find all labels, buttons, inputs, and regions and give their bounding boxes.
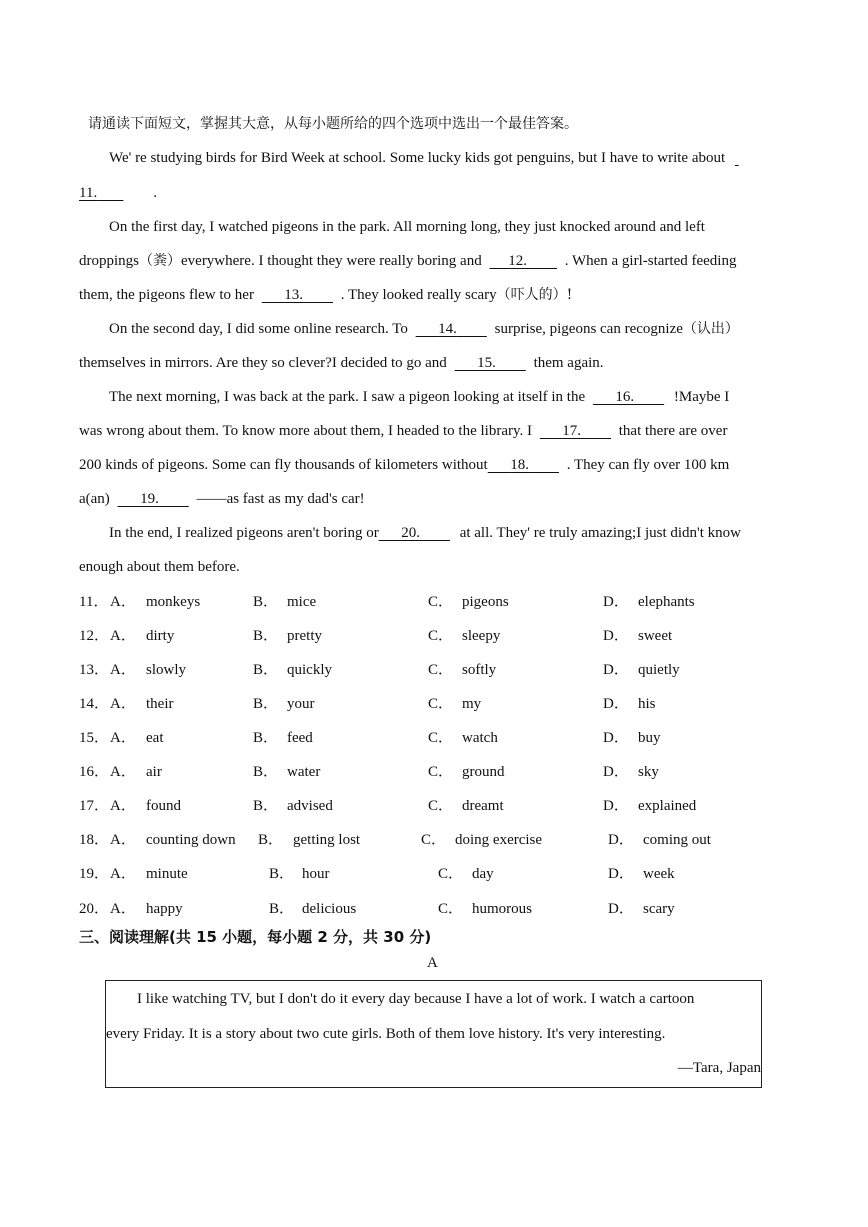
option-letter: A．: [110, 764, 136, 780]
option-letter: A．: [110, 798, 136, 814]
question-number: 12．: [79, 628, 110, 644]
option-text: air: [146, 764, 162, 780]
option-letter: B．: [269, 901, 295, 917]
passage-label: A: [427, 955, 438, 971]
option-text: feed: [287, 730, 313, 746]
option-letter: C．: [428, 662, 454, 678]
passage-line: them, the pigeons flew to her 13. . They looked really scary（吓人的）!: [79, 287, 573, 303]
option-text: sky: [638, 764, 659, 780]
answer-blank: [735, 148, 757, 168]
option-letter: B．: [258, 832, 284, 848]
option-text: his: [638, 696, 656, 712]
passage-line: On the second day, I did some online research. To 14. surprise, pigeons can recognize（认出）: [109, 321, 739, 337]
answer-blank-11: 11.: [79, 185, 98, 201]
option-letter: C．: [438, 901, 464, 917]
option-text: mice: [287, 594, 317, 610]
option-letter: B．: [253, 628, 279, 644]
option-text: dreamt: [462, 798, 504, 814]
answer-blank-15: 15.: [477, 355, 496, 371]
option-text: week: [643, 866, 675, 882]
option-letter: B．: [253, 594, 279, 610]
option-letter: B．: [253, 798, 279, 814]
section-title: 三、阅读理解(共 15 小题，每小题 2 分，共 30 分): [79, 928, 432, 946]
option-letter: B．: [253, 662, 279, 678]
answer-blank-20: 20.: [401, 525, 420, 541]
option-text: water: [287, 764, 321, 780]
option-text: elephants: [638, 594, 695, 610]
option-text: slowly: [146, 662, 187, 678]
answer-blank-18: 18.: [510, 457, 529, 473]
option-letter: D．: [603, 798, 629, 814]
question-number: 14．: [79, 696, 110, 712]
option-letter: D．: [603, 594, 629, 610]
option-text: minute: [146, 866, 188, 882]
option-letter: C．: [428, 764, 454, 780]
option-letter: D．: [608, 832, 634, 848]
option-text: delicious: [302, 901, 357, 917]
option-letter: A．: [110, 628, 136, 644]
option-text: found: [146, 798, 181, 814]
option-letter: D．: [608, 866, 634, 882]
passage-text: We' re studying birds for Bird Week at school. Some lucky kids got penguins, but I have to write about: [109, 150, 726, 166]
question-number: 19．: [79, 866, 110, 882]
option-letter: D．: [603, 662, 629, 678]
option-text: advised: [287, 798, 333, 814]
box-text: I like watching TV, but I don't do it every day because I have a lot of work. I watch a cartoon: [137, 991, 695, 1007]
option-text: day: [472, 866, 494, 882]
option-letter: A．: [110, 730, 136, 746]
option-letter: B．: [253, 696, 279, 712]
question-number: 13．: [79, 662, 110, 678]
option-letter: D．: [603, 764, 629, 780]
answer-blank-13: 13.: [284, 287, 303, 303]
option-text: dirty: [146, 628, 175, 644]
option-text: doing exercise: [455, 832, 543, 848]
option-text: humorous: [472, 901, 532, 917]
signature: —Tara, Japan: [677, 1060, 761, 1076]
passage-line: On the first day, I watched pigeons in the park. All morning long, they just knocked around and left: [109, 219, 705, 235]
option-letter: D．: [608, 901, 634, 917]
passage-line: was wrong about them. To know more about them, I headed to the library. I 17. that there are over: [79, 423, 728, 439]
option-text: your: [287, 696, 315, 712]
question-number: 16．: [79, 764, 110, 780]
option-text: sleepy: [462, 628, 501, 644]
option-text: softly: [462, 662, 497, 678]
option-text: coming out: [643, 832, 711, 848]
option-letter: D．: [603, 730, 629, 746]
option-text: my: [462, 696, 482, 712]
option-letter: B．: [269, 866, 295, 882]
reading-box: [105, 980, 762, 1088]
option-text: hour: [302, 866, 330, 882]
option-text: their: [146, 696, 174, 712]
option-text: pretty: [287, 628, 322, 644]
option-text: ground: [462, 764, 505, 780]
option-letter: D．: [603, 628, 629, 644]
option-text: sweet: [638, 628, 673, 644]
answer-blank-19: 19.: [140, 491, 159, 507]
option-letter: B．: [253, 730, 279, 746]
question-number: 11．: [79, 594, 109, 610]
passage-line: 200 kinds of pigeons. Some can fly thousands of kilometers without 18. . They can fly over 100 km: [79, 457, 730, 473]
instructions: 请通读下面短文，掌握其大意，从每小题所给的四个选项中选出一个最佳答案。: [88, 116, 578, 132]
box-text: every Friday. It is a story about two cute girls. Both of them love history. It's very interesting.: [106, 1026, 666, 1042]
option-letter: A．: [110, 696, 136, 712]
option-letter: C．: [428, 696, 454, 712]
answer-blank-17: 17.: [562, 423, 582, 439]
answer-blank-14: 14.: [438, 321, 457, 337]
question-number: 20．: [79, 901, 110, 917]
passage-line: [109, 148, 757, 168]
option-text: watch: [462, 730, 498, 746]
option-letter: C．: [438, 866, 464, 882]
answer-blank-16: 16.: [615, 389, 635, 405]
option-letter: A．: [110, 594, 136, 610]
passage-line: a(an) 19. ——as fast as my dad's car!: [79, 491, 365, 507]
passage-line: themselves in mirrors. Are they so clever?I decided to go and 15. them again.: [79, 355, 604, 371]
option-letter: A．: [110, 662, 136, 678]
question-number: 17．: [79, 798, 110, 814]
passage-line: enough about them before.: [79, 559, 240, 575]
option-text: quickly: [287, 662, 332, 678]
option-letter: C．: [428, 798, 454, 814]
option-letter: C．: [428, 594, 454, 610]
option-letter: C．: [428, 628, 454, 644]
option-text: happy: [146, 901, 183, 917]
passage-line: droppings（粪）everywhere. I thought they were really boring and 12. . When a girl-started feeding: [79, 253, 737, 269]
option-text: scary: [643, 901, 675, 917]
option-letter: D．: [603, 696, 629, 712]
passage-line: 11. .: [79, 185, 157, 201]
option-letter: C．: [421, 832, 447, 848]
option-letter: C．: [428, 730, 454, 746]
option-text: quietly: [638, 662, 680, 678]
question-number: 15．: [79, 730, 110, 746]
option-letter: A．: [110, 832, 136, 848]
passage-line: The next morning, I was back at the park. I saw a pigeon looking at itself in the 16. !Maybe I: [109, 389, 730, 405]
option-letter: B．: [253, 764, 279, 780]
option-letter: A．: [110, 901, 136, 917]
option-text: explained: [638, 798, 697, 814]
question-number: 18．: [79, 832, 110, 848]
passage-line: In the end, I realized pigeons aren't boring or 20. at all. They' re truly amazing;I just didn't know: [109, 525, 742, 541]
option-letter: A．: [110, 866, 136, 882]
option-text: buy: [638, 730, 661, 746]
option-text: pigeons: [462, 594, 509, 610]
option-text: counting down: [146, 832, 236, 848]
option-text: eat: [146, 730, 164, 746]
option-text: monkeys: [146, 594, 201, 610]
answer-blank-12: 12.: [508, 253, 527, 269]
option-text: getting lost: [293, 832, 361, 848]
